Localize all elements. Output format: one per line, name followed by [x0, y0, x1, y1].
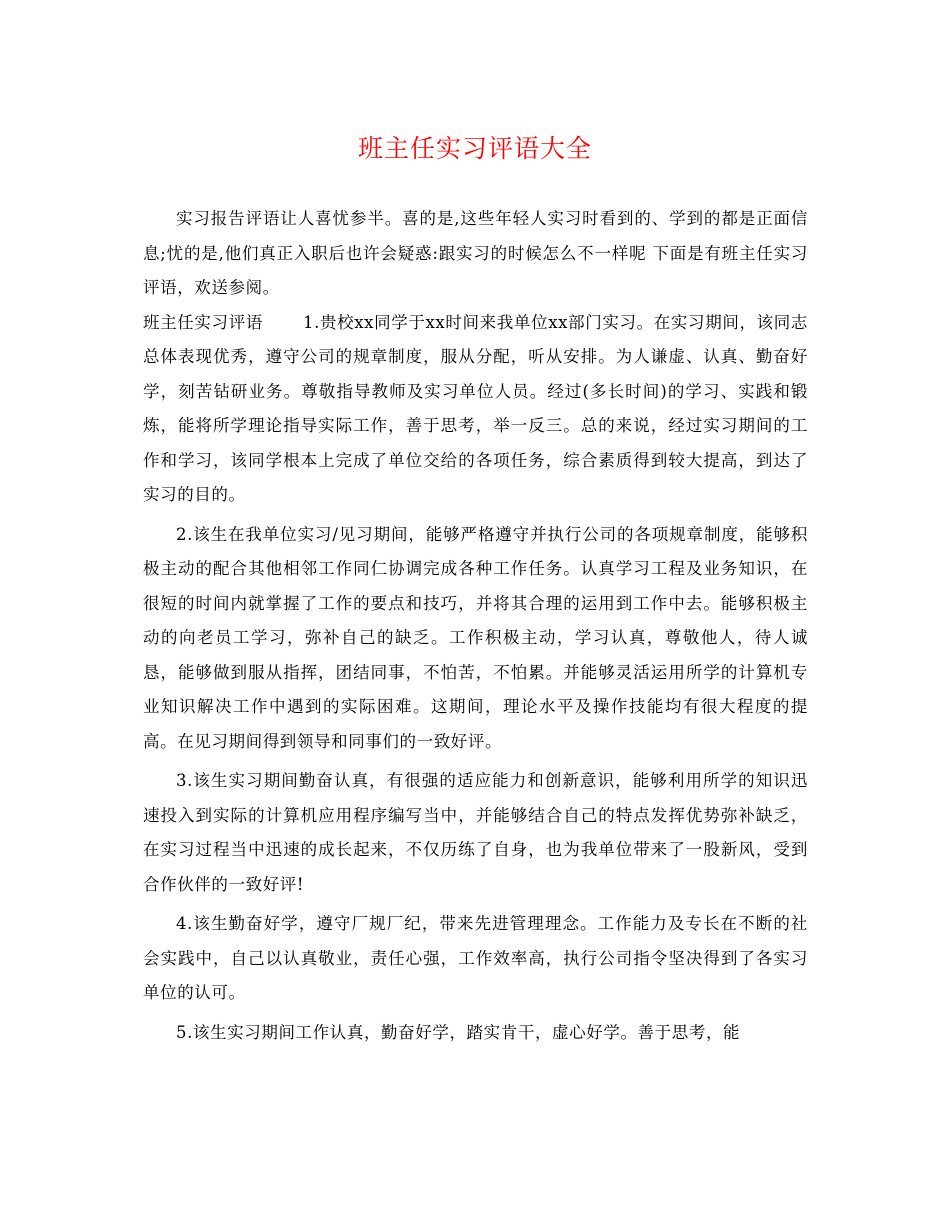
section-heading: 班主任实习评语: [143, 312, 263, 332]
document-body: [143, 202, 808, 1055]
document-title: 班主任实习评语大全: [357, 134, 592, 163]
paragraph-2: 2.该生在我单位实习/见习期间，能够严格遵守并执行公司的各项规章制度，能够积极主动的配合其他相邻工作同仁协调完成各种工作任务。认真学习工程及业务知识，在很短的时间内就掌握了工作的要点和技巧，并将其合理的运用到工作中去。能够积极主动的向老员工学习，弥补自己的缺乏。工作积极主动，学习认真，尊敬他人，待人诚恳，能够做到服从指挥，团结同事，不怕苦，不怕累。并能够灵活运用所学的计算机专业知识解决工作中遇到的实际困难。这期间，理论水平及操作技能均有很大程度的提高。在见习期间得到领导和同事们的一致好评。: [143, 524, 808, 751]
intro-paragraph: 实习报告评语让人喜忧参半。喜的是,这些年轻人实习时看到的、学到的都是正面信息;忧的是,他们真正入职后也许会疑惑:跟实习的时候怎么不一样呢 下面是有班主任实习评语，欢送参阅。: [143, 209, 808, 297]
paragraph-3: 3.该生实习期间勤奋认真，有很强的适应能力和创新意识，能够利用所学的知识迅速投入到实际的计算机应用程序编写当中，并能够结合自己的特点发挥优势弥补缺乏，在实习过程当中迅速的成长起来，不仅历练了自身，也为我单位带来了一股新风，受到合作伙伴的一致好评!: [143, 771, 808, 894]
paragraph-1-text: 1.贵校xx同学于xx时间来我单位xx部门实习。在实习期间，该同志总体表现优秀，遵守公司的规章制度，服从分配，听从安排。为人谦虚、认真、勤奋好学，刻苦钻研业务。尊敬指导教师及实习单位人员。经过(多长时间)的学习、实践和锻炼，能将所学理论指导实际工作，善于思考，举一反三。总的来说，经过实习期间的工作和学习，该同学根本上完成了单位交给的各项任务，综合素质得到较大提高，到达了实习的目的。: [143, 312, 808, 504]
paragraph-4: 4.该生勤奋好学，遵守厂规厂纪，带来先进管理理念。工作能力及专长在不断的社会实践中，自己以认真敬业，责任心强，工作效率高，执行公司指令坚决得到了各实习单位的认可。: [143, 914, 808, 1002]
paragraph-1: [143, 306, 808, 513]
paragraph-5: 5.该生实习期间工作认真，勤奋好学，踏实肯干，虚心好学。善于思考，能: [176, 1022, 741, 1042]
